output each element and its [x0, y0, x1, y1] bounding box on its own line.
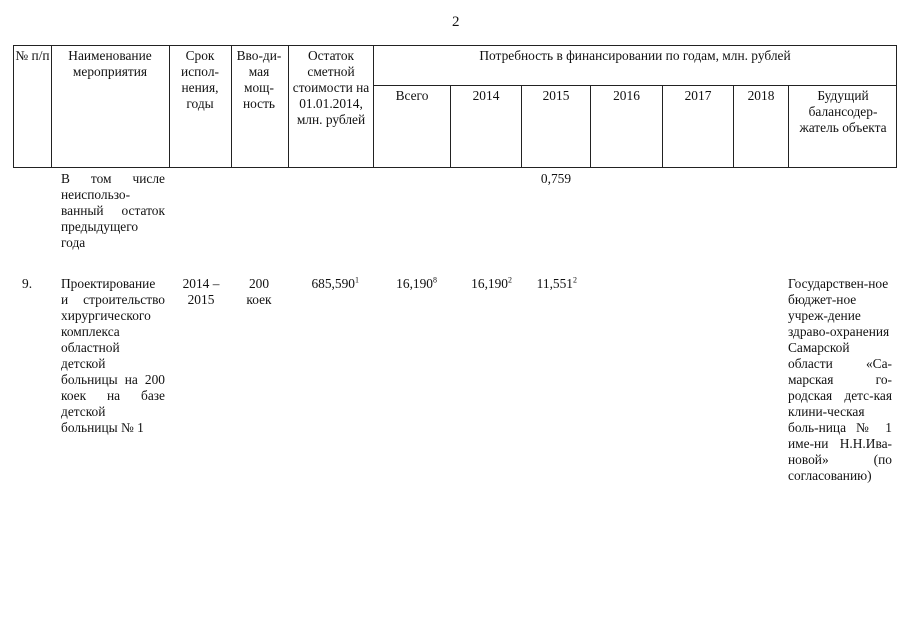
- row-9-name: Проектирование и строительство хирургического комплекса областной детской больницы на 200 коек на базе детской больницы № 1: [61, 276, 165, 435]
- row-9-capacity: 200 коек: [246, 276, 272, 307]
- header-num: № п/п: [15, 48, 50, 63]
- col-divider: [51, 45, 52, 168]
- col-divider: [896, 45, 897, 168]
- header-holder: Будущий балансодер-жатель объекта: [799, 88, 887, 135]
- col-divider: [788, 85, 789, 168]
- subtotal-row-name: В том числе неиспользо-ванный остаток предыдущего года: [61, 171, 165, 250]
- col-divider: [288, 45, 289, 168]
- header-year: 2015: [542, 88, 570, 103]
- col-divider: [450, 85, 451, 168]
- row-9-2015: 11,551$^2$: [536, 275, 577, 291]
- financing-subheader-line: [373, 85, 897, 86]
- header-term: Срок испол-нения, годы: [181, 48, 219, 111]
- header-capacity: Вво-ди-мая мощ-ность: [236, 48, 282, 111]
- table-border-top: [13, 45, 897, 46]
- row-9-2014: 16,190$^2$: [471, 275, 512, 291]
- row-9-total: 16,190$^8$: [396, 275, 437, 291]
- col-divider: [231, 45, 232, 168]
- row-9-holder: Государствен-ное бюджет-ное учреж-дение здраво-охранения Самарской области «Са-марская го-родская детс-кая клини-ческая боль-ница № 1 име-ни Н.Н.Ива-новой» (по согласованию): [788, 276, 892, 483]
- col-divider: [590, 85, 591, 168]
- header-financing: Потребность в финансировании по годам, млн. рублей: [479, 48, 791, 63]
- col-divider: [169, 45, 170, 168]
- subtotal-row-2015: 0,759: [540, 171, 572, 186]
- header-year: 2014: [472, 88, 500, 103]
- col-divider: [521, 85, 522, 168]
- header-year: 2018: [747, 88, 775, 103]
- row-9-num: 9.: [22, 276, 33, 291]
- header-year: 2016: [613, 88, 640, 103]
- header-total: Всего: [395, 88, 429, 103]
- col-divider: [662, 85, 663, 168]
- page-number: 2: [452, 14, 460, 30]
- col-divider: [733, 85, 734, 168]
- header-year: 2017: [684, 88, 712, 103]
- col-divider: [373, 45, 374, 168]
- row-9-remainder: 685,590$^1$: [311, 275, 359, 291]
- col-divider: [13, 45, 14, 168]
- header-name: Наименование мероприятия: [68, 48, 152, 79]
- table-border-bottom: [13, 167, 897, 168]
- row-9-term: 2014 – 2015: [182, 276, 220, 307]
- header-remainder: Остаток сметной стоимости на 01.01.2014, млн. рублей: [292, 48, 370, 127]
